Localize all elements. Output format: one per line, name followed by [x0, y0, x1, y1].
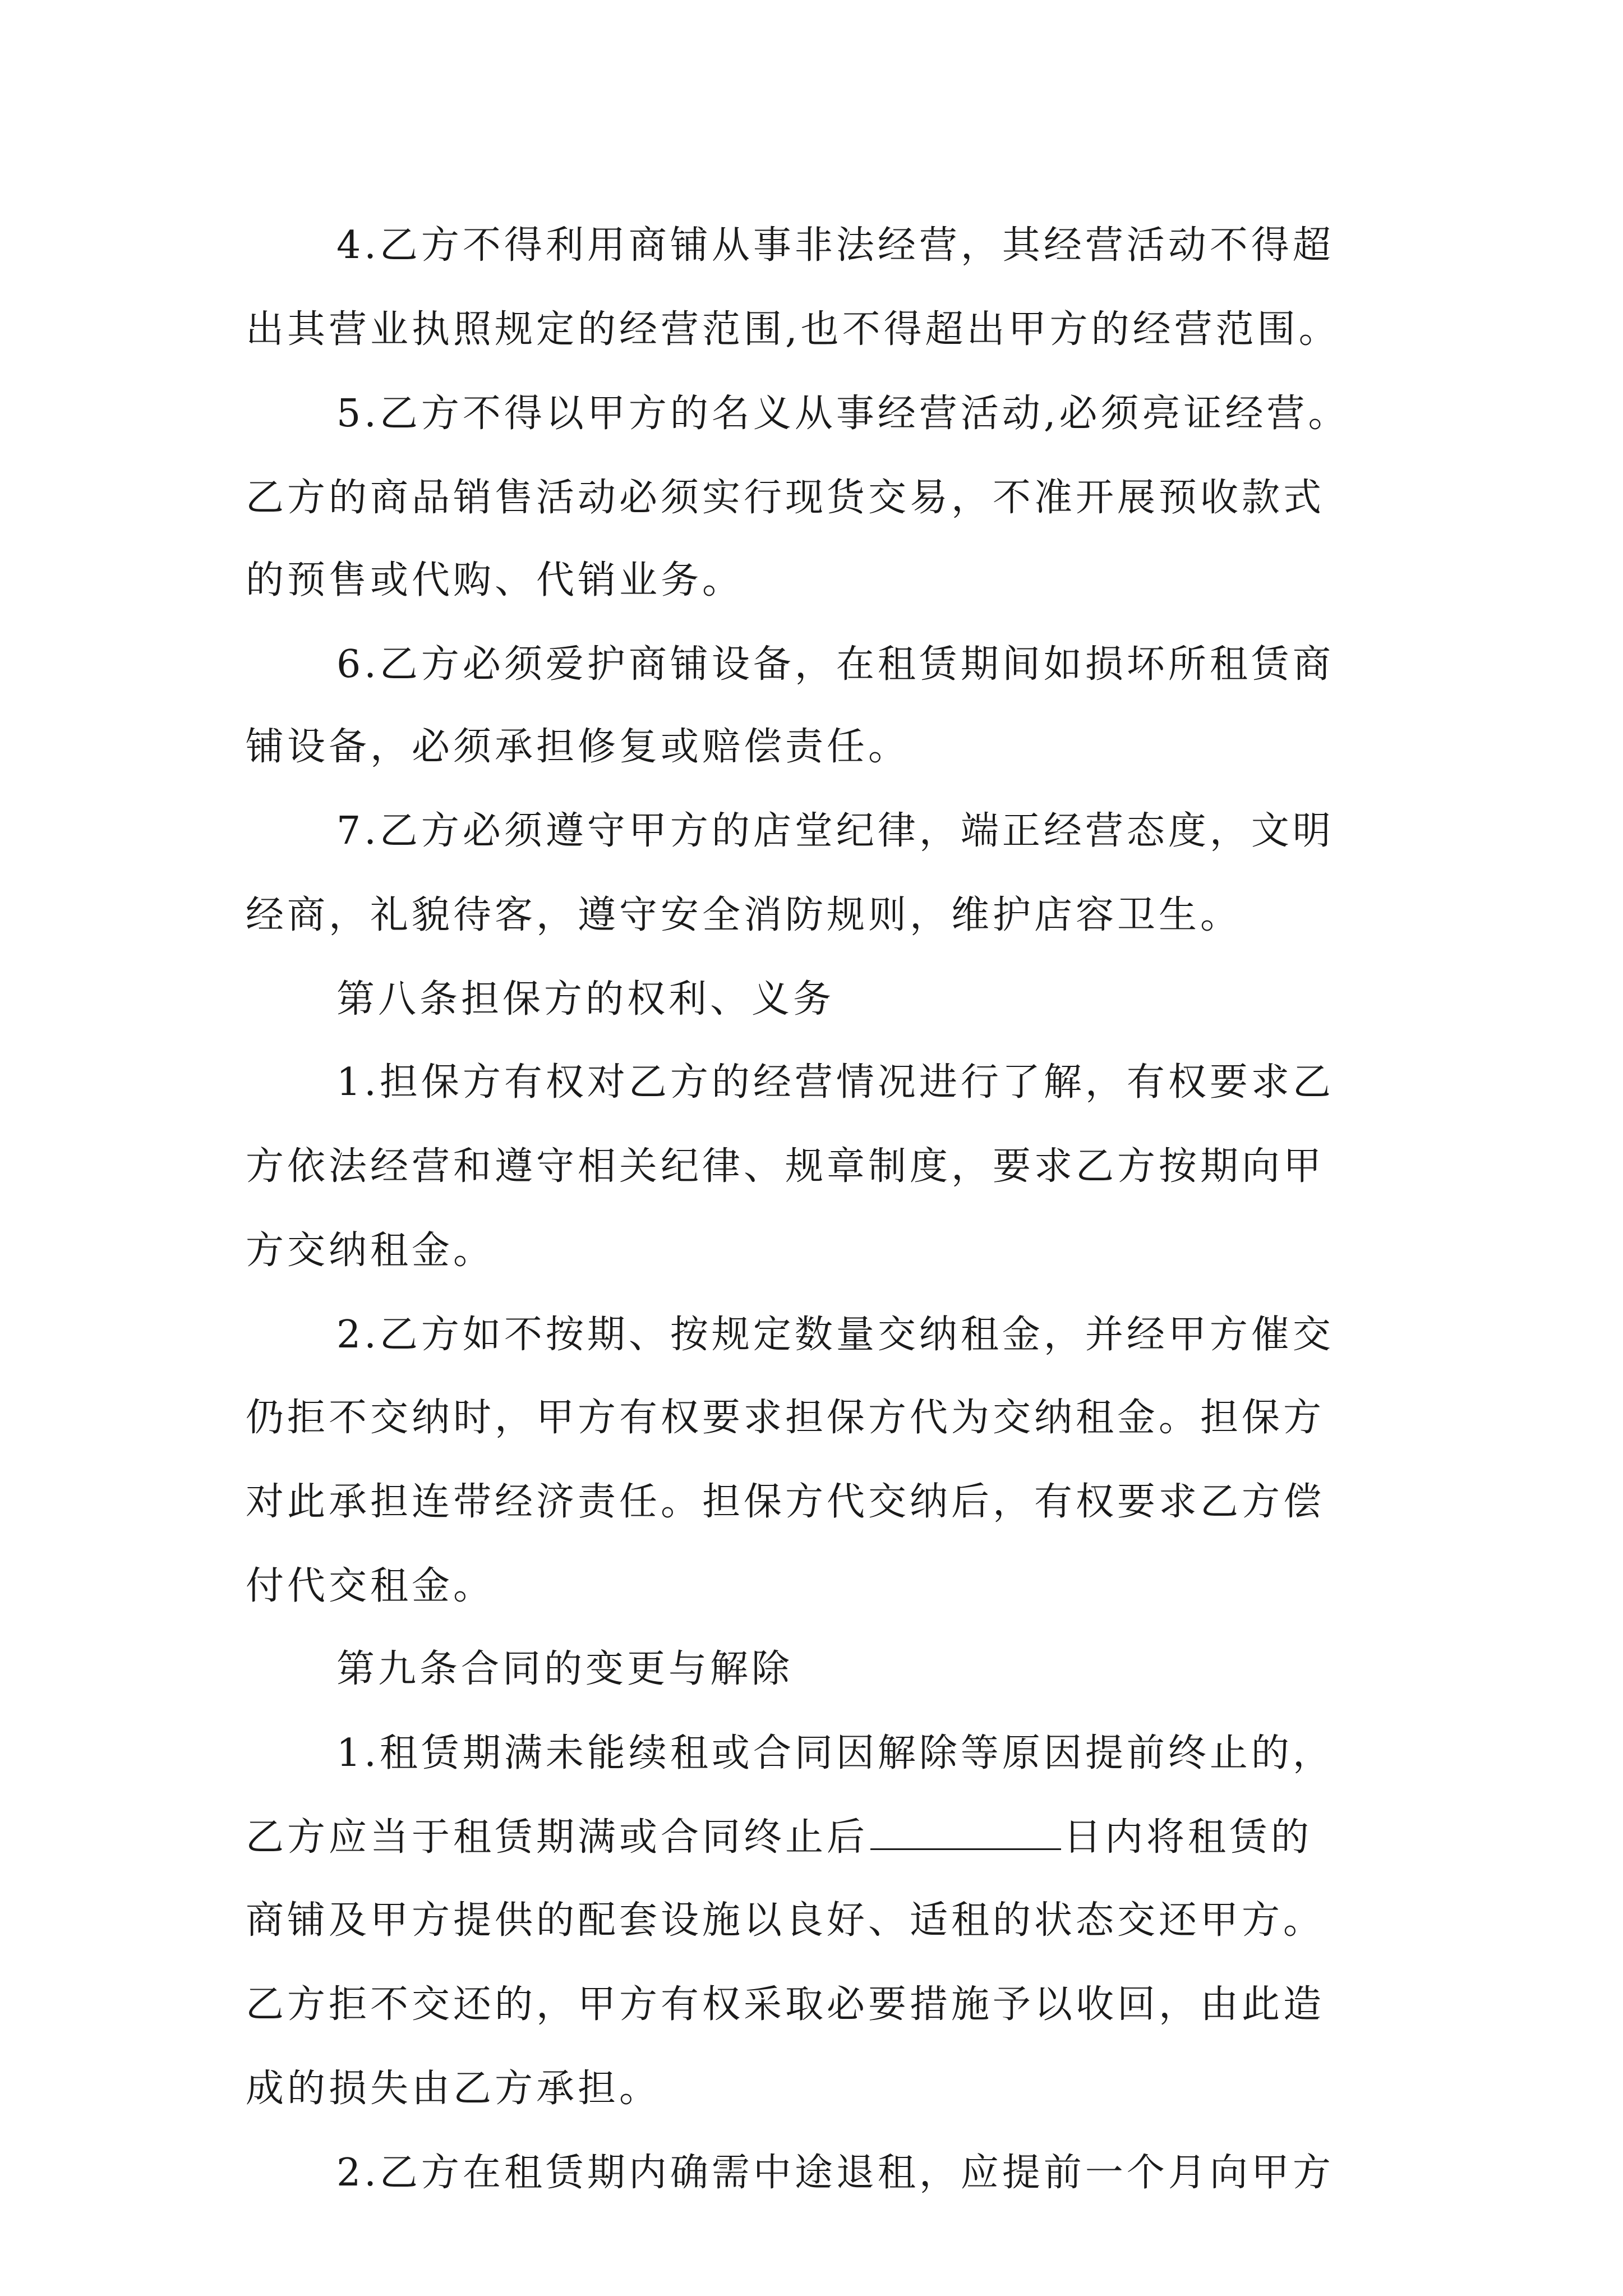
paragraph-line: 方交纳租金。	[246, 1228, 495, 1273]
paragraph-line-with-blank	[246, 1810, 1312, 1866]
paragraph-line: 7.乙方必须遵守甲方的店堂纪律，端正经营态度，文明	[336, 809, 1334, 853]
paragraph-line: 4.乙方不得利用商铺从事非法经营，其经营活动不得超	[336, 223, 1334, 268]
paragraph-line: 对此承担连带经济责任。担保方代交纳后，有权要求乙方偿	[246, 1480, 1325, 1524]
line-text-after-blank: 日内将租赁的	[1063, 1815, 1313, 1860]
paragraph-line: 6.乙方必须爱护商铺设备，在租赁期间如损坏所租赁商	[336, 642, 1334, 687]
paragraph-line: 付代交租金。	[246, 1564, 495, 1608]
paragraph-line: 的预售或代购、代销业务。	[246, 558, 744, 602]
fill-in-blank[interactable]	[870, 1810, 1061, 1850]
line-text-before-blank: 乙方应当于租赁期满或合同终止后	[246, 1815, 869, 1860]
paragraph-line: 仍拒不交纳时，甲方有权要求担保方代为交纳租金。担保方	[246, 1396, 1325, 1440]
paragraph-line: 出其营业执照规定的经营范围,也不得超出甲方的经营范围。	[246, 307, 1340, 352]
section-heading: 第九条合同的变更与解除	[336, 1647, 794, 1691]
paragraph-line: 1.担保方有权对乙方的经营情况进行了解，有权要求乙	[336, 1060, 1334, 1105]
paragraph-line: 方依法经营和遵守相关纪律、规章制度，要求乙方按期向甲	[246, 1144, 1325, 1189]
paragraph-line: 5.乙方不得以甲方的名义从事经营活动,必须亮证经营。	[336, 392, 1350, 436]
paragraph-line: 2.乙方在租赁期内确需中途退租，应提前一个月向甲方	[336, 2151, 1334, 2195]
paragraph-line: 2.乙方如不按期、按规定数量交纳租金，并经甲方催交	[336, 1313, 1334, 1357]
paragraph-line: 商铺及甲方提供的配套设施以良好、适租的状态交还甲方。	[246, 1898, 1325, 1943]
paragraph-line: 乙方拒不交还的，甲方有权采取必要措施予以收回，由此造	[246, 1982, 1325, 2027]
paragraph-line: 铺设备，必须承担修复或赔偿责任。	[246, 725, 910, 769]
paragraph-line: 经商，礼貌待客，遵守安全消防规则，维护店容卫生。	[246, 893, 1242, 937]
paragraph-line: 乙方的商品销售活动必须实行现货交易，不准开展预收款式	[246, 476, 1325, 520]
paragraph-line: 1.租赁期满未能续租或合同因解除等原因提前终止的，	[336, 1731, 1334, 1775]
section-heading: 第八条担保方的权利、义务	[336, 977, 835, 1022]
paragraph-line: 成的损失由乙方承担。	[246, 2067, 661, 2111]
